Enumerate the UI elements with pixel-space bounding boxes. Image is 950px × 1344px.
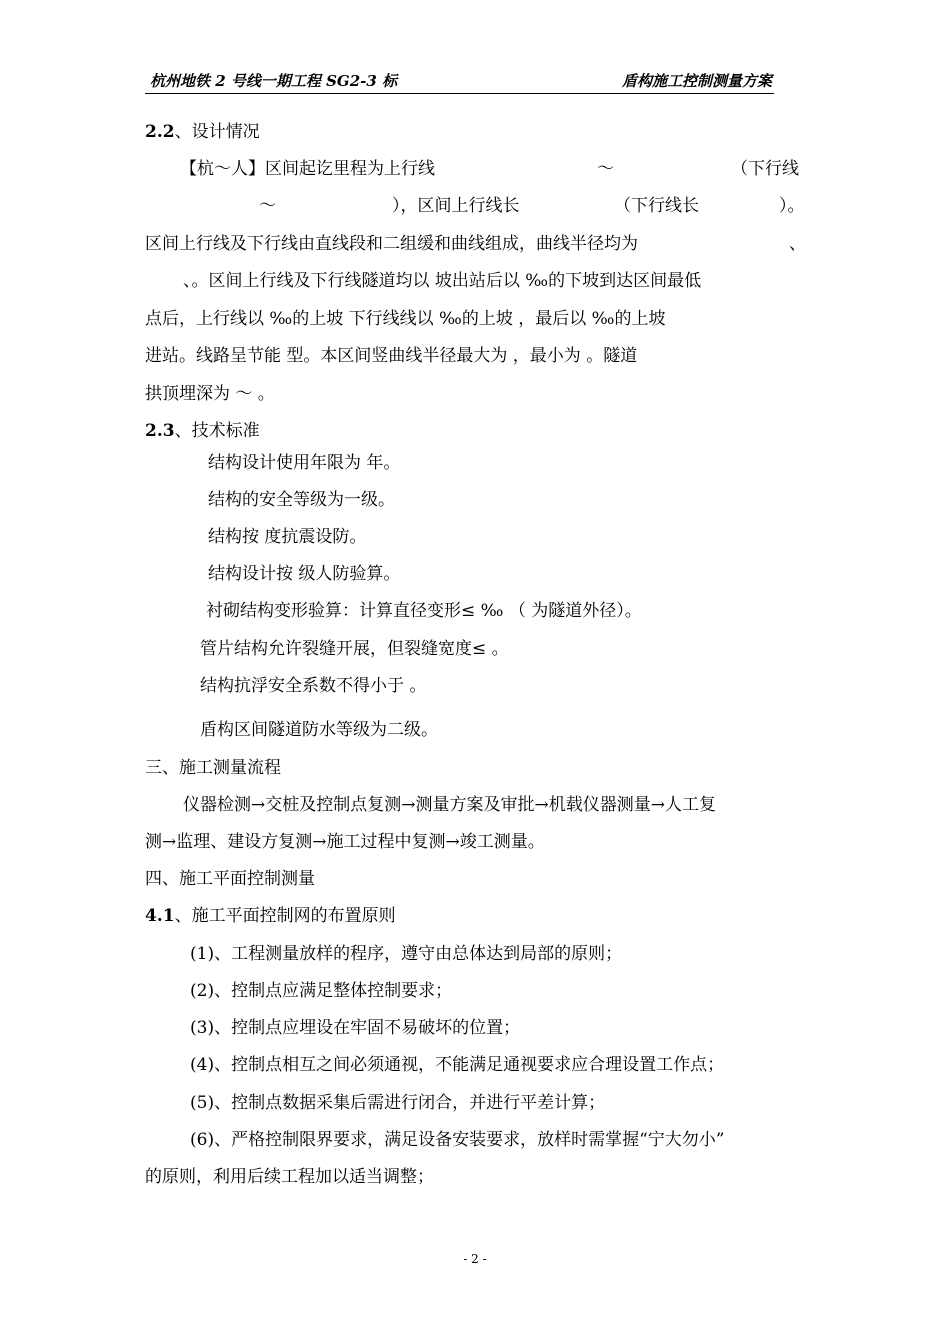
section-2-2-heading — [145, 122, 260, 142]
principle-item: (3)、控制点应埋设在牢固不易破坏的位置； — [190, 1018, 521, 1038]
s22-line2-b: ），区间上行线长 — [392, 196, 520, 216]
s22-line2-a: ～ — [259, 196, 276, 216]
s22-line3-a: 区间上行线及下行线由直线段和二组缓和曲线组成，曲线半径均为 — [145, 234, 638, 254]
section-title: 、设计情况 — [174, 122, 260, 142]
principle-item: (2)、控制点应满足整体控制要求； — [190, 981, 453, 1001]
section-2-3-heading — [145, 421, 260, 441]
section-number: 2.3 — [145, 421, 175, 441]
standard-item: 结构的安全等级为一级。 — [208, 490, 395, 510]
s22-line4: 、。区间上行线及下行线隧道均以 坡出站后以 ‰的下坡到达区间最低 — [183, 271, 702, 291]
principle-item: (1)、工程测量放样的程序，遵守由总体达到局部的原则； — [190, 944, 623, 964]
page-number: - 2 - — [463, 1252, 487, 1266]
header-title-right: 盾构施工控制测量方案 — [621, 72, 772, 90]
s3-line1: 仪器检测→交桩及控制点复测→测量方案及审批→机载仪器测量→人工复 — [183, 795, 716, 815]
standard-item: 盾构区间隧道防水等级为二级。 — [200, 720, 438, 740]
s22-line6: 进站。线路呈节能 型。本区间竖曲线半径最大为 ，最小为 。隧道 — [145, 346, 638, 366]
s22-line5: 点后，上行线以 ‰的上坡 下行线线以 ‰的上坡 ，最后以 ‰的上坡 — [145, 309, 666, 329]
standard-item: 结构设计按 级人防验算。 — [208, 564, 401, 584]
header-title-left: 杭州地铁 2 号线一期工程 SG2-3 标 — [150, 72, 398, 90]
principle-item-continuation: 的原则，利用后续工程加以适当调整； — [145, 1167, 434, 1187]
s22-line2-c: （下行线长 — [614, 196, 699, 216]
section-3-heading: 三、施工测量流程 — [145, 758, 281, 778]
s3-line2: 测→监理、建设方复测→施工过程中复测→竣工测量。 — [145, 832, 545, 852]
s22-line2-d: ）。 — [779, 196, 805, 216]
standard-item: 管片结构允许裂缝开展，但裂缝宽度≤ 。 — [200, 639, 509, 659]
section-title: 、技术标准 — [174, 421, 260, 441]
section-4-1-heading — [145, 906, 396, 926]
section-4-heading: 四、施工平面控制测量 — [145, 869, 315, 889]
section-title: 、施工平面控制网的布置原则 — [174, 906, 396, 926]
s22-line7: 拱顶埋深为 ～ 。 — [145, 384, 275, 404]
s22-line1-a: 【杭～人】区间起讫里程为上行线 — [180, 159, 435, 179]
section-number: 4.1 — [145, 906, 175, 926]
s22-line1-c: （下行线 — [731, 159, 799, 179]
s22-line3-b: 、 — [789, 234, 806, 254]
principle-item: (6)、严格控制限界要求，满足设备安装要求，放样时需掌握“宁大勿小” — [190, 1130, 725, 1150]
standard-item: 衬砌结构变形验算：计算直径变形≤ ‰ （ 为隧道外径）。 — [206, 601, 642, 621]
principle-item: (4)、控制点相互之间必须通视，不能满足通视要求应合理设置工作点； — [190, 1055, 725, 1075]
standard-item: 结构抗浮安全系数不得小于 。 — [200, 676, 427, 696]
s22-line1-b: ～ — [597, 159, 614, 179]
header-rule — [145, 93, 774, 94]
standard-item: 结构按 度抗震设防。 — [208, 527, 367, 547]
section-number: 2.2 — [145, 122, 175, 142]
standard-item: 结构设计使用年限为 年。 — [208, 453, 401, 473]
principle-item: (5)、控制点数据采集后需进行闭合，并进行平差计算； — [190, 1093, 606, 1113]
